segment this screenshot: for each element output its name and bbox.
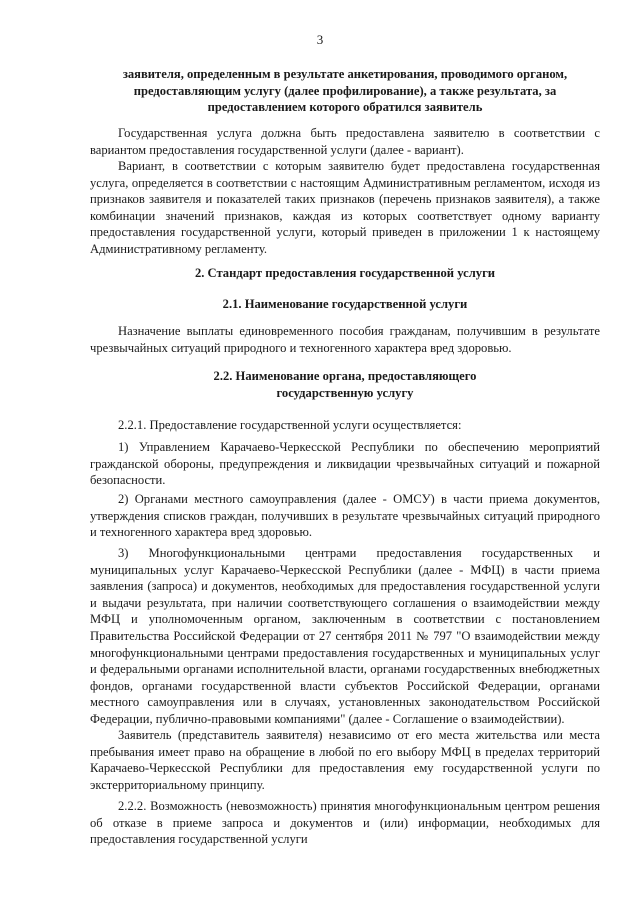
paragraph-applicant-right: Заявитель (представитель заявителя) независимо от его места жительства или места пребывания имеет право на обращение в любой по его выбору МФЦ в пределах территорий Карачаево-Черкесской Республики для предоставления ему государственной услуги по экстерриториальному принципу. <box>90 728 600 792</box>
section-2-2-title-line2: государственную услугу <box>276 385 414 400</box>
paragraph-variant-definition: Вариант, в соответствии с которым заявителю будет предоставлена государственная услуга, определяется в соответствии с настоящим Административным регламентом, исходя из признаков заявителя и показателей таких признаков (перечень признаков заявителя), а также комбинации значений признаков, каждая из которых соответствует одному варианту предоставления государственной услуги, который приведен в приложении 1 к настоящему Административному регламенту. <box>90 159 600 256</box>
paragraph-2-2-1: 2.2.1. Предоставление государственной услуги осуществляется: <box>118 418 462 432</box>
page-number: 3 <box>316 32 324 47</box>
heading-continuation: заявителя, определенным в результате анкетирования, проводимого органом, предоставляющим услугу (далее профилирование), а также результата, за предоставлением которого обратился заявитель <box>122 67 568 115</box>
section-2-title: 2. Стандарт предоставления государственной услуги <box>194 266 496 280</box>
section-2-2-title-line1: 2.2. Наименование органа, предоставляющего <box>213 369 477 383</box>
paragraph-item-1: 1) Управлением Карачаево-Черкесской Республики по обеспечению мероприятий гражданской обороны, предупреждения и ликвидации чрезвычайных ситуаций и пожарной безопасности. <box>90 440 600 488</box>
section-2-2-title <box>90 368 600 401</box>
section-2-1-title: 2.1. Наименование государственной услуги <box>222 297 468 311</box>
paragraph-item-3: 3) Многофункциональными центрами предоставления государственных и муниципальных услуг Карачаево-Черкесской Республики (далее - МФЦ) в части приема заявления (запроса) и документов, необходимых для предоставления государственной услуги и выдачи результата, при наличии соответствующего соглашения о взаимодействии между МФЦ и уполномоченным органом, заключенным в соответствии с постановлением Правительства Российской Федерации от 27 сентября 2011 № 797 "О взаимодействии между многофункциональными центрами предоставления государственных и муниципальных услуг и федеральными органами исполнительной власти, органами государственных внебюджетных фондов, органами государственной власти субъектов Российской Федерации, органами местного самоуправления или в случаях, установленных законодательством Российской Федерации, публично-правовыми компаниями" (далее - Соглашение о взаимодействии). <box>90 546 600 726</box>
paragraph-service-name: Назначение выплаты единовременного пособия гражданам, получившим в результате чрезвычайных ситуаций природного и техногенного характера вред здоровью. <box>90 324 600 355</box>
paragraph-variant-intro: Государственная услуга должна быть предоставлена заявителю в соответствии с вариантом предоставления государственной услуги (далее - вариант). <box>90 126 600 157</box>
paragraph-item-2: 2) Органами местного самоуправления (далее - ОМСУ) в части приема документов, утверждения списков граждан, получивших в результате чрезвычайных ситуаций природного и техногенного характера вред здоровью. <box>90 492 600 540</box>
paragraph-2-2-2: 2.2.2. Возможность (невозможность) принятия многофункциональным центром решения об отказе в приеме запроса и документов и (или) информации, необходимых для предоставления государственной услуги <box>90 799 600 847</box>
